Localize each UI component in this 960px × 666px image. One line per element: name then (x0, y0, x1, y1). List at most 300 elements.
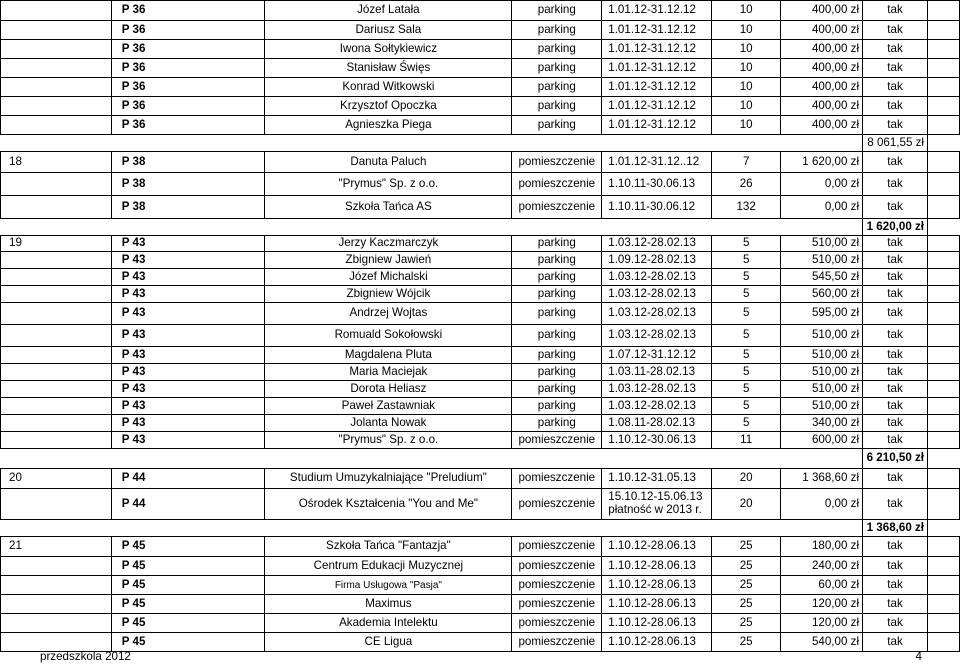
payment-note: płatność w 2013 r. (608, 503, 702, 516)
tenant-name-cell: Józef Michalski (265, 269, 512, 286)
table-row (1, 116, 960, 135)
table-row (1, 415, 960, 432)
tenant-name-cell: Zbigniew Wójcik (265, 286, 512, 303)
empty-cell (928, 614, 960, 633)
row-number-cell (1, 173, 112, 196)
count-cell: 20 (712, 469, 781, 489)
unit-cell: P 43 (111, 432, 265, 449)
period-cell: 1.01.12-31.12..12 (602, 152, 712, 173)
table-row (1, 398, 960, 415)
period-cell: 1.03.12-28.02.13 (602, 286, 712, 303)
status-cell: tak (863, 469, 928, 489)
unit-cell: P 43 (111, 398, 265, 415)
row-number-cell (1, 325, 112, 347)
unit-cell: P 43 (111, 286, 265, 303)
unit-cell: P 43 (111, 364, 265, 381)
empty-cell (928, 173, 960, 196)
row-number-cell (1, 557, 112, 576)
usage-type-cell: pomieszczenie (512, 173, 602, 196)
status-cell: tak (863, 537, 928, 557)
status-cell: tak (863, 325, 928, 347)
unit-cell: P 45 (111, 557, 265, 576)
empty-cell (602, 135, 712, 152)
period-cell: 1.01.12-31.12.12 (602, 21, 712, 40)
subtotal-amount-cell: 8 061,55 zł (863, 135, 928, 152)
empty-cell (928, 78, 960, 97)
empty-cell (602, 219, 712, 236)
status-cell: tak (863, 1, 928, 21)
status-cell: tak (863, 347, 928, 364)
unit-cell: P 38 (111, 196, 265, 219)
tenant-name-cell: Akademia Intelektu (265, 614, 512, 633)
usage-type-cell: parking (512, 398, 602, 415)
empty-cell (781, 135, 863, 152)
table-row (1, 557, 960, 576)
unit-cell: P 43 (111, 303, 265, 325)
tenant-name-cell: Magdalena Pluta (265, 347, 512, 364)
status-cell: tak (863, 415, 928, 432)
count-cell: 5 (712, 303, 781, 325)
table-row (1, 633, 960, 652)
usage-type-cell: parking (512, 347, 602, 364)
table-row (1, 381, 960, 398)
usage-type-cell: parking (512, 269, 602, 286)
unit-cell: P 44 (111, 489, 265, 520)
empty-cell (928, 286, 960, 303)
amount-cell: 540,00 zł (781, 633, 863, 652)
amount-cell: 510,00 zł (781, 325, 863, 347)
count-cell: 5 (712, 269, 781, 286)
table-row (1, 196, 960, 219)
unit-cell: P 43 (111, 415, 265, 432)
usage-type-cell: pomieszczenie (512, 537, 602, 557)
period-cell: 1.10.12-28.06.13 (602, 557, 712, 576)
amount-cell: 0,00 zł (781, 196, 863, 219)
status-cell: tak (863, 196, 928, 219)
amount-cell: 400,00 zł (781, 116, 863, 135)
row-number-cell (1, 21, 112, 40)
usage-type-cell: parking (512, 325, 602, 347)
count-cell: 11 (712, 432, 781, 449)
row-number-cell (1, 40, 112, 59)
unit-cell: P 43 (111, 325, 265, 347)
tenant-name-cell: Andrzej Wojtas (265, 303, 512, 325)
period-cell: 1.08.11-28.02.13 (602, 415, 712, 432)
usage-type-cell: parking (512, 303, 602, 325)
status-cell: tak (863, 78, 928, 97)
status-cell: tak (863, 252, 928, 269)
unit-cell: P 45 (111, 576, 265, 595)
period-cell: 1.03.12-28.02.13 (602, 398, 712, 415)
row-number-cell (1, 1, 112, 21)
period-cell: 1.10.11-30.06.13 (602, 173, 712, 196)
usage-type-cell: parking (512, 1, 602, 21)
amount-cell: 545,50 zł (781, 269, 863, 286)
count-cell: 5 (712, 398, 781, 415)
subtotal-amount-cell: 1 620,00 zł (863, 219, 928, 236)
usage-type-cell: parking (512, 21, 602, 40)
subtotal-row (1, 135, 960, 152)
count-cell: 10 (712, 40, 781, 59)
page-number: 4 (915, 650, 922, 663)
amount-cell: 0,00 zł (781, 489, 863, 520)
usage-type-cell: pomieszczenie (512, 489, 602, 520)
row-number-cell (1, 347, 112, 364)
empty-cell (928, 469, 960, 489)
empty-cell (712, 449, 781, 469)
period-cell: 1.10.12-31.05.13 (602, 469, 712, 489)
unit-cell: P 36 (111, 21, 265, 40)
footer-left: przedszkola 2012 (40, 650, 131, 663)
unit-cell: P 43 (111, 381, 265, 398)
usage-type-cell: parking (512, 78, 602, 97)
empty-cell (712, 135, 781, 152)
usage-type-cell: pomieszczenie (512, 557, 602, 576)
tenant-name-cell: Jerzy Kaczmarczyk (265, 236, 512, 252)
count-cell: 25 (712, 595, 781, 614)
period-cell: 1.10.12-28.06.13 (602, 633, 712, 652)
tenant-name-cell: Paweł Zastawniak (265, 398, 512, 415)
status-cell: tak (863, 432, 928, 449)
period-cell: 1.10.12-28.06.13 (602, 595, 712, 614)
table-row (1, 614, 960, 633)
empty-cell (602, 520, 712, 537)
usage-type-cell: pomieszczenie (512, 196, 602, 219)
count-cell: 7 (712, 152, 781, 173)
table-row (1, 252, 960, 269)
empty-cell (928, 252, 960, 269)
empty-cell (111, 520, 265, 537)
period-cell (602, 489, 712, 520)
empty-cell (928, 449, 960, 469)
period-cell: 1.03.12-28.02.13 (602, 303, 712, 325)
tenant-name-cell: Firma Usługowa "Pasja" (265, 576, 512, 595)
usage-type-cell: parking (512, 97, 602, 116)
row-number-cell (1, 286, 112, 303)
empty-cell (928, 97, 960, 116)
empty-cell (928, 537, 960, 557)
count-cell: 25 (712, 614, 781, 633)
usage-type-cell: parking (512, 252, 602, 269)
table-row (1, 97, 960, 116)
status-cell: tak (863, 489, 928, 520)
row-number-cell (1, 432, 112, 449)
amount-cell: 400,00 zł (781, 1, 863, 21)
subtotal-amount-cell: 6 210,50 zł (863, 449, 928, 469)
status-cell: tak (863, 595, 928, 614)
empty-cell (512, 449, 602, 469)
row-number-cell (1, 415, 112, 432)
table-row (1, 489, 960, 520)
usage-type-cell: pomieszczenie (512, 432, 602, 449)
amount-cell: 400,00 zł (781, 21, 863, 40)
tenant-name-cell: Dorota Heliasz (265, 381, 512, 398)
usage-type-cell: pomieszczenie (512, 614, 602, 633)
tenant-name-cell: Maximus (265, 595, 512, 614)
period-cell: 1.01.12-31.12.12 (602, 116, 712, 135)
period-cell: 1.01.12-31.12.12 (602, 97, 712, 116)
tenant-name-cell: Romuald Sokołowski (265, 325, 512, 347)
usage-type-cell: pomieszczenie (512, 633, 602, 652)
amount-cell: 600,00 zł (781, 432, 863, 449)
status-cell: tak (863, 364, 928, 381)
table-row (1, 1, 960, 21)
empty-cell (928, 196, 960, 219)
empty-cell (928, 633, 960, 652)
empty-cell (928, 398, 960, 415)
tenant-name-cell: "Prymus" Sp. z o.o. (265, 173, 512, 196)
row-number-cell (1, 614, 112, 633)
empty-cell (928, 432, 960, 449)
status-cell: tak (863, 557, 928, 576)
empty-cell (928, 236, 960, 252)
empty-cell (512, 135, 602, 152)
count-cell: 5 (712, 364, 781, 381)
count-cell: 25 (712, 633, 781, 652)
row-number-cell (1, 398, 112, 415)
status-cell: tak (863, 152, 928, 173)
tenant-name-cell: Dariusz Sala (265, 21, 512, 40)
count-cell: 10 (712, 1, 781, 21)
row-number-cell (1, 196, 112, 219)
amount-cell: 120,00 zł (781, 595, 863, 614)
table-row (1, 595, 960, 614)
count-cell: 10 (712, 59, 781, 78)
period-cell: 1.03.11-28.02.13 (602, 364, 712, 381)
row-number-cell (1, 303, 112, 325)
period-cell: 1.03.12-28.02.13 (602, 381, 712, 398)
usage-type-cell: parking (512, 286, 602, 303)
amount-cell: 60,00 zł (781, 576, 863, 595)
table-row (1, 432, 960, 449)
empty-cell (781, 520, 863, 537)
period-cell: 1.01.12-31.12.12 (602, 40, 712, 59)
tenant-name-cell: Jolanta Nowak (265, 415, 512, 432)
unit-cell: P 36 (111, 78, 265, 97)
unit-cell: P 45 (111, 614, 265, 633)
period-cell: 1.01.12-31.12.12 (602, 78, 712, 97)
empty-cell (928, 415, 960, 432)
unit-cell: P 38 (111, 152, 265, 173)
amount-cell: 1 620,00 zł (781, 152, 863, 173)
period-cell: 1.10.12-28.06.13 (602, 576, 712, 595)
amount-cell: 510,00 zł (781, 252, 863, 269)
empty-cell (928, 557, 960, 576)
empty-cell (928, 40, 960, 59)
subtotal-row (1, 449, 960, 469)
usage-type-cell: parking (512, 116, 602, 135)
table-row (1, 269, 960, 286)
amount-cell: 1 368,60 zł (781, 469, 863, 489)
tenant-name-cell: Zbigniew Jawień (265, 252, 512, 269)
row-number-cell (1, 78, 112, 97)
row-number-cell: 20 (1, 469, 112, 489)
table-row (1, 303, 960, 325)
amount-cell: 180,00 zł (781, 537, 863, 557)
empty-cell (928, 347, 960, 364)
status-cell: tak (863, 633, 928, 652)
count-cell: 5 (712, 325, 781, 347)
status-cell: tak (863, 614, 928, 633)
tenant-name-cell: Krzysztof Opoczka (265, 97, 512, 116)
amount-cell: 510,00 zł (781, 398, 863, 415)
tenant-name-cell: Studium Umuzykalniające "Preludium" (265, 469, 512, 489)
unit-cell: P 43 (111, 269, 265, 286)
row-number-cell: 21 (1, 537, 112, 557)
empty-cell (1, 520, 112, 537)
amount-cell: 510,00 zł (781, 381, 863, 398)
table-row (1, 286, 960, 303)
amount-cell: 510,00 zł (781, 364, 863, 381)
count-cell: 5 (712, 286, 781, 303)
count-cell: 5 (712, 252, 781, 269)
unit-cell: P 43 (111, 347, 265, 364)
empty-cell (928, 364, 960, 381)
subtotal-row (1, 219, 960, 236)
empty-cell (265, 520, 512, 537)
row-number-cell (1, 97, 112, 116)
usage-type-cell: pomieszczenie (512, 152, 602, 173)
status-cell: tak (863, 116, 928, 135)
empty-cell (928, 595, 960, 614)
empty-cell (111, 219, 265, 236)
tenant-name-cell: Maria Maciejak (265, 364, 512, 381)
empty-cell (928, 116, 960, 135)
status-cell: tak (863, 303, 928, 325)
amount-cell: 400,00 zł (781, 97, 863, 116)
unit-cell: P 36 (111, 40, 265, 59)
empty-cell (712, 219, 781, 236)
table-row (1, 364, 960, 381)
period-cell: 1.03.12-28.02.13 (602, 325, 712, 347)
tenant-name-cell: Józef Latała (265, 1, 512, 21)
row-number-cell (1, 381, 112, 398)
empty-cell (928, 489, 960, 520)
status-cell: tak (863, 59, 928, 78)
empty-cell (712, 520, 781, 537)
table-row (1, 40, 960, 59)
table-row (1, 576, 960, 595)
amount-cell: 560,00 zł (781, 286, 863, 303)
empty-cell (111, 449, 265, 469)
empty-cell (512, 219, 602, 236)
amount-cell: 240,00 zł (781, 557, 863, 576)
empty-cell (928, 219, 960, 236)
empty-cell (928, 59, 960, 78)
table-row (1, 325, 960, 347)
tenant-name-cell: Szkoła Tańca AS (265, 196, 512, 219)
table-row (1, 59, 960, 78)
row-number-cell (1, 252, 112, 269)
amount-cell: 340,00 zł (781, 415, 863, 432)
amount-cell: 400,00 zł (781, 78, 863, 97)
row-number-cell (1, 269, 112, 286)
unit-cell: P 43 (111, 252, 265, 269)
row-number-cell: 18 (1, 152, 112, 173)
period-cell: 1.09.12-28.02.13 (602, 252, 712, 269)
status-cell: tak (863, 286, 928, 303)
subtotal-row (1, 520, 960, 537)
empty-cell (602, 449, 712, 469)
empty-cell (1, 135, 112, 152)
empty-cell (928, 269, 960, 286)
amount-cell: 0,00 zł (781, 173, 863, 196)
count-cell: 5 (712, 415, 781, 432)
count-cell: 25 (712, 557, 781, 576)
count-cell: 20 (712, 489, 781, 520)
empty-cell (265, 135, 512, 152)
empty-cell (928, 520, 960, 537)
unit-cell: P 38 (111, 173, 265, 196)
tenant-name-cell: Centrum Edukacji Muzycznej (265, 557, 512, 576)
empty-cell (781, 219, 863, 236)
tenant-name-cell: "Prymus" Sp. z o.o. (265, 432, 512, 449)
usage-type-cell: pomieszczenie (512, 469, 602, 489)
empty-cell (928, 1, 960, 21)
period-cell: 1.03.12-28.02.13 (602, 236, 712, 252)
unit-cell: P 45 (111, 595, 265, 614)
subtotal-amount-cell: 1 368,60 zł (863, 520, 928, 537)
count-cell: 10 (712, 21, 781, 40)
table-row (1, 537, 960, 557)
usage-type-cell: parking (512, 236, 602, 252)
count-cell: 132 (712, 196, 781, 219)
status-cell: tak (863, 576, 928, 595)
period-cell: 1.01.12-31.12.12 (602, 1, 712, 21)
row-number-cell (1, 116, 112, 135)
tenant-name-cell: Ośrodek Kształcenia "You and Me" (265, 489, 512, 520)
unit-cell: P 36 (111, 97, 265, 116)
status-cell: tak (863, 173, 928, 196)
status-cell: tak (863, 269, 928, 286)
table-row (1, 152, 960, 173)
status-cell: tak (863, 236, 928, 252)
period-cell: 1.10.11-30.06.12 (602, 196, 712, 219)
count-cell: 5 (712, 381, 781, 398)
unit-cell: P 44 (111, 469, 265, 489)
unit-cell: P 45 (111, 537, 265, 557)
count-cell: 5 (712, 236, 781, 252)
amount-cell: 120,00 zł (781, 614, 863, 633)
table-row (1, 236, 960, 252)
empty-cell (265, 219, 512, 236)
tenant-name-cell: CE Ligua (265, 633, 512, 652)
row-number-cell (1, 633, 112, 652)
empty-cell (512, 520, 602, 537)
amount-cell: 595,00 zł (781, 303, 863, 325)
unit-cell: P 36 (111, 116, 265, 135)
period-cell: 1.10.12-30.06.13 (602, 432, 712, 449)
count-cell: 10 (712, 116, 781, 135)
unit-cell: P 45 (111, 633, 265, 652)
tenant-name-cell: Konrad Witkowski (265, 78, 512, 97)
usage-type-cell: parking (512, 381, 602, 398)
unit-cell: P 43 (111, 236, 265, 252)
row-number-cell (1, 576, 112, 595)
count-cell: 10 (712, 78, 781, 97)
status-cell: tak (863, 381, 928, 398)
empty-cell (928, 135, 960, 152)
amount-cell: 400,00 zł (781, 40, 863, 59)
empty-cell (111, 135, 265, 152)
empty-cell (928, 152, 960, 173)
period-text: 15.10.12-15.06.13 (608, 490, 703, 504)
usage-type-cell: parking (512, 59, 602, 78)
count-cell: 25 (712, 537, 781, 557)
usage-type-cell: parking (512, 40, 602, 59)
row-number-cell: 19 (1, 236, 112, 252)
table-row (1, 347, 960, 364)
